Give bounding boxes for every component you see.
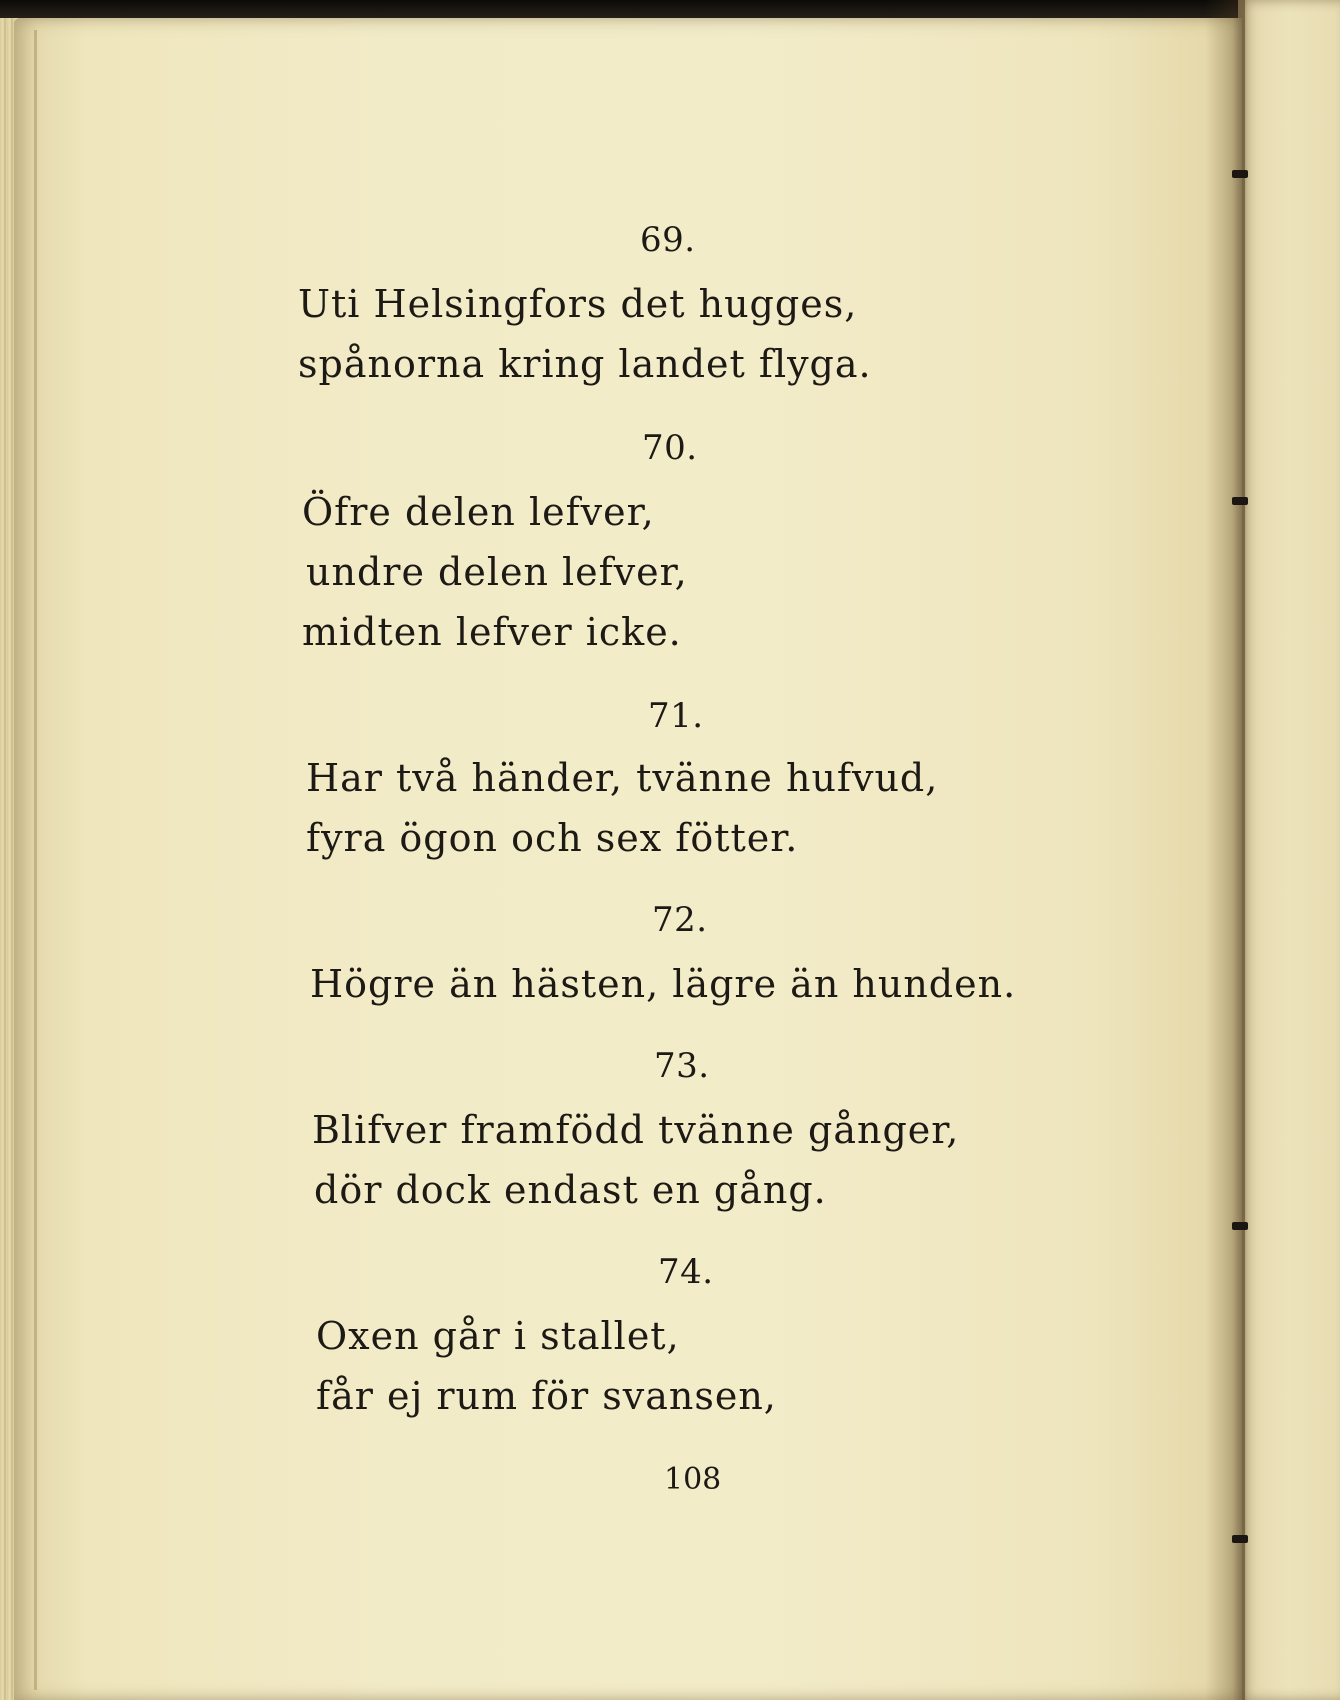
riddle-line: Blifver framfödd tvänne gånger, — [312, 1108, 960, 1152]
riddle-number: 73. — [654, 1046, 710, 1086]
riddle-line: Uti Helsingfors det hugges, — [298, 282, 858, 326]
riddle-line: dör dock endast en gång. — [314, 1168, 827, 1212]
riddle-number: 74. — [658, 1252, 714, 1292]
riddle-number: 70. — [642, 428, 698, 468]
riddle-line: Högre än hästen, lägre än hunden. — [310, 962, 1017, 1006]
riddle-line: Har två händer, tvänne hufvud, — [306, 756, 939, 800]
riddle-number: 71. — [648, 696, 704, 736]
riddle-line: Öfre delen lefver, — [302, 490, 655, 534]
riddle-line: fyra ögon och sex fötter. — [306, 816, 799, 860]
riddle-line: får ej rum för svansen, — [316, 1374, 777, 1418]
riddle-line: midten lefver icke. — [302, 610, 682, 654]
riddle-line: Oxen går i stallet, — [316, 1314, 680, 1358]
riddle-number: 69. — [640, 220, 696, 260]
riddle-number: 72. — [652, 900, 708, 940]
riddle-line: spånorna kring landet flyga. — [298, 342, 872, 386]
page-number: 108 — [664, 1462, 722, 1497]
riddle-line: undre delen lefver, — [306, 550, 688, 594]
